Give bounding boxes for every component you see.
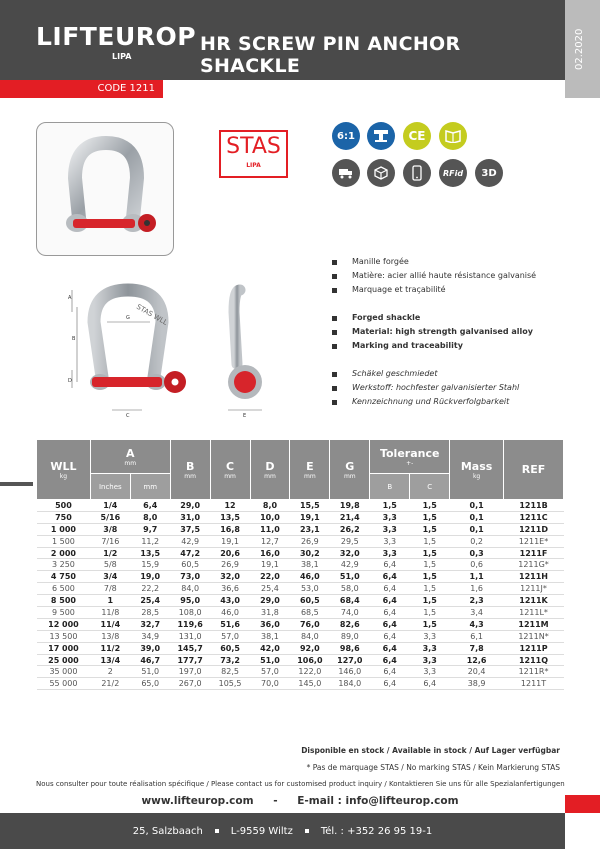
table-cell: 145,7	[170, 642, 210, 654]
table-cell: 11/8	[90, 607, 130, 619]
table-cell: 53,0	[290, 583, 330, 595]
table-cell: 38,9	[450, 678, 504, 690]
col-tol-c: C	[410, 474, 450, 500]
table-cell: 500	[37, 500, 91, 512]
table-cell: 11,0	[250, 523, 290, 535]
col-c: C mm	[210, 440, 250, 500]
spec-table-body	[37, 500, 564, 690]
table-cell: 21,4	[330, 511, 370, 523]
table-cell: 42,9	[330, 559, 370, 571]
table-cell: 9,7	[130, 523, 170, 535]
truck-icon	[332, 159, 360, 187]
table-cell: 19,8	[330, 500, 370, 512]
email-link[interactable]: E-mail : info@lifteurop.com	[297, 795, 459, 807]
table-cell: 1211J*	[504, 583, 564, 595]
dim-d-label: D	[68, 378, 72, 384]
table-cell: 177,7	[170, 654, 210, 666]
col-mass: Mass kg	[450, 440, 504, 500]
table-cell: 17 000	[37, 642, 91, 654]
table-cell: 1,5	[410, 595, 450, 607]
table-cell: 60,5	[170, 559, 210, 571]
table-cell: 73,2	[210, 654, 250, 666]
table-cell: 31,0	[170, 511, 210, 523]
table-cell: 10,0	[250, 511, 290, 523]
table-cell: 76,0	[290, 618, 330, 630]
table-cell: 1211L*	[504, 607, 564, 619]
table-cell: 1,5	[410, 571, 450, 583]
table-cell: 11/4	[90, 618, 130, 630]
table-cell: 108,0	[170, 607, 210, 619]
table-cell: 1211B	[504, 500, 564, 512]
table-cell: 1,5	[410, 547, 450, 559]
table-cell: 1/4	[90, 500, 130, 512]
table-cell: 25,4	[130, 595, 170, 607]
table-cell: 36,6	[210, 583, 250, 595]
table-cell: 1/2	[90, 547, 130, 559]
table-cell: 1	[90, 595, 130, 607]
features-fr	[332, 255, 572, 297]
col-tol-b: B	[370, 474, 410, 500]
web-contact-line: www.lifteurop.com - E-mail : info@lifteurop.com	[141, 795, 459, 807]
table-cell: 13/4	[90, 654, 130, 666]
table-cell: 29,5	[330, 535, 370, 547]
table-row	[37, 583, 564, 595]
table-cell: 60,5	[210, 642, 250, 654]
table-cell: 37,5	[170, 523, 210, 535]
table-cell: 0,6	[450, 559, 504, 571]
table-cell: 20,4	[450, 666, 504, 678]
table-cell: 1211H	[504, 571, 564, 583]
table-cell: 3/4	[90, 571, 130, 583]
contact-note: Nous consulter pour toute réalisation spécifique / Please contact us for customised product inquiry / Kontaktieren Sie uns für alle Spezialanfertigungen	[36, 780, 565, 788]
table-cell: 70,0	[250, 678, 290, 690]
table-cell: 6,1	[450, 630, 504, 642]
table-cell: 46,0	[290, 571, 330, 583]
features-de	[332, 367, 572, 409]
table-cell: 57,0	[250, 666, 290, 678]
table-cell: 26,9	[210, 559, 250, 571]
table-cell: 68,4	[330, 595, 370, 607]
table-cell: 122,0	[290, 666, 330, 678]
website-link[interactable]: www.lifteurop.com	[141, 795, 254, 807]
stock-note: Disponible en stock / Available in stock / Auf Lager verfügbar	[301, 746, 560, 755]
table-row	[37, 654, 564, 666]
document-date: 02.2020	[574, 28, 585, 70]
table-cell: 1211F	[504, 547, 564, 559]
footer-accent	[565, 795, 600, 813]
feature-item: Kennzeichnung und Rückverfolgbarkeit	[332, 395, 572, 409]
table-cell: 3,3	[410, 642, 450, 654]
table-cell: 21/2	[90, 678, 130, 690]
table-cell: 105,5	[210, 678, 250, 690]
shackle-photo-image	[37, 123, 174, 256]
table-cell: 0,3	[450, 547, 504, 559]
feature-item: Werkstoff: hochfester galvanisierter Stahl	[332, 381, 572, 395]
table-cell: 1,1	[450, 571, 504, 583]
page-footer	[0, 813, 565, 849]
table-cell: 1,5	[410, 583, 450, 595]
table-cell: 3,4	[450, 607, 504, 619]
table-cell: 51,0	[250, 654, 290, 666]
feature-item: Marquage et traçabilité	[332, 283, 572, 297]
table-cell: 19,1	[210, 535, 250, 547]
table-cell: 92,0	[290, 642, 330, 654]
table-cell: 30,2	[290, 547, 330, 559]
features-list	[332, 255, 572, 423]
table-cell: 15,5	[290, 500, 330, 512]
table-cell: 11,2	[130, 535, 170, 547]
table-cell: 2,3	[450, 595, 504, 607]
table-cell: 1,5	[410, 559, 450, 571]
side-marker	[0, 482, 33, 486]
table-cell: 197,0	[170, 666, 210, 678]
safety-factor-icon: 6:1	[332, 122, 360, 150]
product-photo	[36, 122, 174, 256]
table-cell: 42,0	[250, 642, 290, 654]
table-row	[37, 666, 564, 678]
table-cell: 13,5	[210, 511, 250, 523]
table-cell: 16,0	[250, 547, 290, 559]
table-cell: 131,0	[170, 630, 210, 642]
table-cell: 106,0	[290, 654, 330, 666]
table-row	[37, 642, 564, 654]
table-cell: 1211C	[504, 511, 564, 523]
table-cell: 73,0	[170, 571, 210, 583]
footer-phone: Tél. : +352 26 95 19-1	[320, 825, 433, 837]
table-cell: 19,1	[250, 559, 290, 571]
table-cell: 7/8	[90, 583, 130, 595]
table-cell: 1211K	[504, 595, 564, 607]
table-cell: 19,1	[290, 511, 330, 523]
table-cell: 1,5	[410, 618, 450, 630]
table-cell: 6,4	[410, 678, 450, 690]
footer-city: L-9559 Wiltz	[230, 825, 293, 837]
col-a-inches: Inches	[90, 474, 130, 500]
footer-separator	[305, 829, 309, 833]
footer-separator	[215, 829, 219, 833]
table-cell: 82,5	[210, 666, 250, 678]
col-wll: WLL kg	[37, 440, 91, 500]
table-cell: 6,4	[370, 559, 410, 571]
table-cell: 32,0	[330, 547, 370, 559]
col-a-mm: mm	[130, 474, 170, 500]
table-cell: 6,4	[370, 678, 410, 690]
table-cell: 46,7	[130, 654, 170, 666]
table-cell: 51,0	[130, 666, 170, 678]
table-cell: 145,0	[290, 678, 330, 690]
table-cell: 32,0	[210, 571, 250, 583]
stas-logo-text: STAS	[226, 134, 281, 159]
table-cell: 51,0	[330, 571, 370, 583]
table-cell: 6,4	[130, 500, 170, 512]
table-cell: 4 750	[37, 571, 91, 583]
table-cell: 5/16	[90, 511, 130, 523]
table-cell: 13,5	[130, 547, 170, 559]
table-cell: 19,0	[130, 571, 170, 583]
marking-note: * Pas de marquage STAS / No marking STAS / Kein Markierung STAS	[306, 763, 560, 772]
table-cell: 1 500	[37, 535, 91, 547]
table-cell: 12,7	[250, 535, 290, 547]
features-en	[332, 311, 572, 353]
lipa-logo-sub: LIPA	[112, 52, 132, 61]
table-cell: 1211P	[504, 642, 564, 654]
table-cell: 9 500	[37, 607, 91, 619]
table-row	[37, 618, 564, 630]
stas-logo	[219, 130, 288, 178]
table-cell: 74,0	[330, 607, 370, 619]
table-cell: 8,0	[250, 500, 290, 512]
table-row	[37, 607, 564, 619]
table-cell: 1,5	[370, 500, 410, 512]
spec-table	[36, 439, 564, 690]
table-cell: 6,4	[370, 595, 410, 607]
table-cell: 6,4	[370, 571, 410, 583]
table-row	[37, 547, 564, 559]
table-cell: 1211Q	[504, 654, 564, 666]
table-cell: 1,6	[450, 583, 504, 595]
box-icon	[367, 159, 395, 187]
table-cell: 28,5	[130, 607, 170, 619]
table-cell: 6,4	[370, 607, 410, 619]
table-cell: 58,0	[330, 583, 370, 595]
col-ref: REF	[504, 440, 564, 500]
table-cell: 16,8	[210, 523, 250, 535]
table-cell: 1211R*	[504, 666, 564, 678]
dim-a-label: A	[68, 295, 72, 301]
table-cell: 89,0	[330, 630, 370, 642]
table-cell: 750	[37, 511, 91, 523]
table-cell: 6,4	[370, 630, 410, 642]
table-cell: 1,5	[410, 535, 450, 547]
dim-b-label: B	[72, 336, 76, 342]
table-cell: 95,0	[170, 595, 210, 607]
table-cell: 1,5	[410, 500, 450, 512]
table-cell: 6,4	[370, 618, 410, 630]
table-cell: 82,6	[330, 618, 370, 630]
table-row	[37, 523, 564, 535]
table-cell: 47,2	[170, 547, 210, 559]
table-cell: 38,1	[250, 630, 290, 642]
stas-logo-sub: LIPA	[246, 162, 261, 169]
table-cell: 119,6	[170, 618, 210, 630]
table-cell: 65,0	[130, 678, 170, 690]
table-cell: 51,6	[210, 618, 250, 630]
table-cell: 12	[210, 500, 250, 512]
table-cell: 22,2	[130, 583, 170, 595]
feature-item: Manille forgée	[332, 255, 572, 269]
feature-item: Schäkel geschmiedet	[332, 367, 572, 381]
dim-e-label: E	[243, 413, 247, 419]
table-cell: 3/8	[90, 523, 130, 535]
feature-item: Forged shackle	[332, 311, 572, 325]
table-cell: 68,5	[290, 607, 330, 619]
table-cell: 22,0	[250, 571, 290, 583]
table-row	[37, 678, 564, 690]
table-cell: 0,1	[450, 500, 504, 512]
table-cell: 1211G*	[504, 559, 564, 571]
col-d: D mm	[250, 440, 290, 500]
table-cell: 1,5	[410, 523, 450, 535]
anchor-icon	[367, 122, 395, 150]
table-cell: 26,9	[290, 535, 330, 547]
product-code: CODE 1211	[0, 80, 163, 98]
table-cell: 13 500	[37, 630, 91, 642]
table-cell: 38,1	[290, 559, 330, 571]
table-cell: 1,5	[410, 511, 450, 523]
table-row	[37, 571, 564, 583]
table-cell: 6 500	[37, 583, 91, 595]
table-cell: 3,3	[370, 535, 410, 547]
table-cell: 31,8	[250, 607, 290, 619]
col-tolerance: Tolerance +-	[370, 440, 450, 474]
table-cell: 6,4	[370, 583, 410, 595]
table-cell: 12 000	[37, 618, 91, 630]
product-title: HR SCREW PIN ANCHOR SHACKLE	[200, 33, 461, 77]
table-cell: 6,4	[370, 666, 410, 678]
table-cell: 6,4	[370, 654, 410, 666]
table-cell: 11/2	[90, 642, 130, 654]
table-cell: 3,3	[370, 523, 410, 535]
table-cell: 267,0	[170, 678, 210, 690]
feature-item: Marking and traceability	[332, 339, 572, 353]
col-b: B mm	[170, 440, 210, 500]
rfid-icon: RFid	[439, 159, 467, 187]
dim-c-label: C	[126, 413, 130, 419]
table-cell: 98,6	[330, 642, 370, 654]
phone-icon	[403, 159, 431, 187]
table-row	[37, 500, 564, 512]
table-cell: 29,0	[170, 500, 210, 512]
table-cell: 39,0	[130, 642, 170, 654]
table-cell: 84,0	[170, 583, 210, 595]
table-cell: 7/16	[90, 535, 130, 547]
table-cell: 5/8	[90, 559, 130, 571]
table-cell: 146,0	[330, 666, 370, 678]
table-cell: 3,3	[410, 666, 450, 678]
table-cell: 84,0	[290, 630, 330, 642]
table-cell: 4,3	[450, 618, 504, 630]
footer-street: 25, Salzbaach	[132, 825, 203, 837]
table-cell: 1211M	[504, 618, 564, 630]
table-cell: 1211E*	[504, 535, 564, 547]
3d-icon: 3D	[475, 159, 503, 187]
table-row	[37, 559, 564, 571]
table-cell: 25,4	[250, 583, 290, 595]
table-cell: 0,1	[450, 511, 504, 523]
ce-mark-icon: CE	[403, 122, 431, 150]
table-cell: 35 000	[37, 666, 91, 678]
table-cell: 7,8	[450, 642, 504, 654]
table-cell: 26,2	[330, 523, 370, 535]
table-cell: 127,0	[330, 654, 370, 666]
table-cell: 32,7	[130, 618, 170, 630]
table-cell: 184,0	[330, 678, 370, 690]
table-cell: 2 000	[37, 547, 91, 559]
table-cell: 1211N*	[504, 630, 564, 642]
dim-g-label: G	[126, 315, 130, 321]
col-a: A mm	[90, 440, 170, 474]
table-cell: 13/8	[90, 630, 130, 642]
table-cell: 42,9	[170, 535, 210, 547]
table-cell: 36,0	[250, 618, 290, 630]
table-cell: 29,0	[250, 595, 290, 607]
col-e: E mm	[290, 440, 330, 500]
table-cell: 2	[90, 666, 130, 678]
table-cell: 8 500	[37, 595, 91, 607]
table-cell: 1211T	[504, 678, 564, 690]
table-cell: 12,6	[450, 654, 504, 666]
table-row	[37, 630, 564, 642]
table-cell: 34,9	[130, 630, 170, 642]
table-cell: 46,0	[210, 607, 250, 619]
table-cell: 8,0	[130, 511, 170, 523]
table-cell: 60,5	[290, 595, 330, 607]
page-header	[0, 0, 565, 80]
table-cell: 43,0	[210, 595, 250, 607]
shackle-stamp: STAS WLL	[135, 302, 169, 327]
table-cell: 1 000	[37, 523, 91, 535]
col-g: G mm	[330, 440, 370, 500]
book-icon	[439, 122, 467, 150]
table-cell: 57,0	[210, 630, 250, 642]
feature-item: Matière: acier allié haute résistance galvanisé	[332, 269, 572, 283]
feature-item: Material: high strength galvanised alloy	[332, 325, 572, 339]
technical-drawing	[62, 282, 332, 422]
table-cell: 0,1	[450, 523, 504, 535]
table-cell: 3,3	[410, 630, 450, 642]
table-row	[37, 511, 564, 523]
table-cell: 15,9	[130, 559, 170, 571]
table-cell: 6,4	[370, 642, 410, 654]
table-cell: 3,3	[370, 511, 410, 523]
table-cell: 25 000	[37, 654, 91, 666]
table-cell: 23,1	[290, 523, 330, 535]
table-cell: 0,2	[450, 535, 504, 547]
lifteurop-logo: LIFTEUROP	[36, 22, 197, 51]
table-cell: 3,3	[410, 654, 450, 666]
table-cell: 1211D	[504, 523, 564, 535]
table-cell: 1,5	[410, 607, 450, 619]
table-row	[37, 535, 564, 547]
table-row	[37, 595, 564, 607]
table-cell: 20,6	[210, 547, 250, 559]
table-cell: 55 000	[37, 678, 91, 690]
table-cell: 3 250	[37, 559, 91, 571]
table-cell: 3,3	[370, 547, 410, 559]
